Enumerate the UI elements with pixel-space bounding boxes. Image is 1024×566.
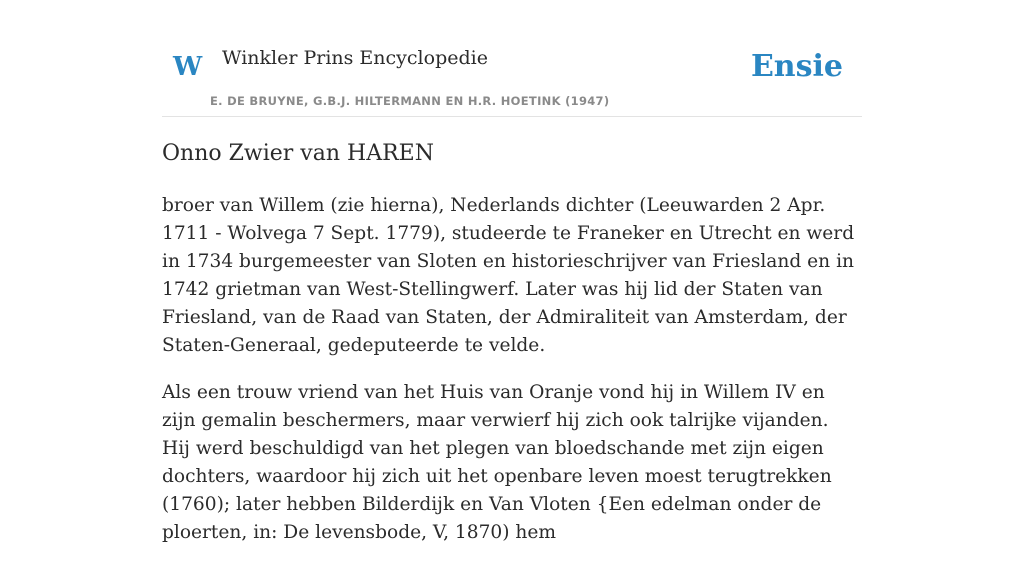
entry-paragraph: Als een trouw vriend van het Huis van Oranje vond hij in Willem IV en zijn gemalin beschermers, maar verwierf hij zich ook talrijke vijanden. Hij werd beschuldigd van het plegen van bloedschande met zijn eigen dochters, waardoor hij zich uit het openbare leven moest terugtrekken (1760); later hebben Bilderdijk en Van Vloten {Een edelman onder de ploerten, in: De levensbode, V, 1870) hem: [162, 382, 832, 543]
entry-paragraph: broer van Willem (zie hierna), Nederlands dichter (Leeuwarden 2 Apr. 1711 - Wolvega 7 Sept. 1779), studeerde te Franeker en Utrecht en werd in 1734 burgemeester van Sloten en historieschrijver van Friesland en in 1742 grietman van West-Stellingwerf. Later was hij lid der Staten van Friesland, van de Raad van Staten, der Admiraliteit van Amsterdam, der Staten-Generaal, gedeputeerde te velde.: [162, 195, 855, 356]
source-header: [162, 0, 862, 117]
brand-logo[interactable]: Ensie: [750, 49, 843, 84]
article-page: [162, 0, 862, 543]
source-logo[interactable]: W: [173, 52, 203, 82]
entry-title: Onno Zwier van HAREN: [162, 141, 434, 166]
entry-body: [162, 192, 862, 566]
source-title[interactable]: Winkler Prins Encyclopedie: [222, 47, 488, 69]
source-authors: E. DE BRUYNE, G.B.J. HILTERMANN EN H.R. HOETINK (1947): [210, 94, 610, 108]
